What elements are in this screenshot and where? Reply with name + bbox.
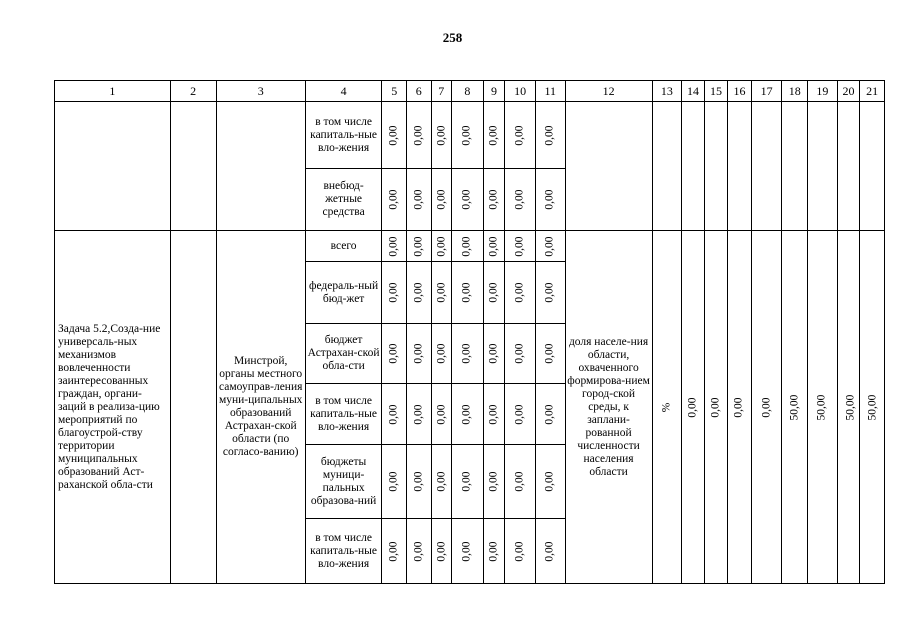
value-cell [483, 262, 504, 324]
value-text: 0,00 [412, 471, 425, 492]
value-cell [483, 102, 504, 169]
value-cell [452, 169, 484, 231]
value-text: 0,00 [543, 189, 556, 210]
value-text: 0,00 [543, 471, 556, 492]
value-cell [535, 384, 565, 445]
header-cell: 12 [565, 81, 652, 102]
target-value: 0,00 [686, 396, 699, 418]
value-text: 0,00 [387, 235, 400, 257]
value-text: 0,00 [487, 403, 500, 425]
value-text: 0,00 [543, 124, 556, 146]
value-text: 0,00 [487, 540, 500, 562]
funding-source-label: бюджеты муници-пальных образова-ний [305, 445, 382, 519]
value-text: 0,00 [460, 189, 473, 210]
header-cell: 20 [837, 81, 860, 102]
value-text: 0,00 [435, 235, 448, 257]
empty-cell [728, 102, 752, 231]
value-cell [452, 519, 484, 584]
value-cell [382, 262, 407, 324]
header-cell: 15 [704, 81, 728, 102]
value-cell [382, 324, 407, 384]
value-text: 0,00 [487, 124, 500, 146]
value-text: 0,00 [513, 471, 526, 492]
value-cell [382, 231, 407, 262]
value-cell [505, 231, 536, 262]
target-cell [808, 231, 838, 584]
value-text: 0,00 [543, 540, 556, 562]
header-cell: 7 [431, 81, 451, 102]
value-cell [483, 519, 504, 584]
header-cell: 17 [751, 81, 782, 102]
value-cell [505, 169, 536, 231]
value-cell [431, 262, 451, 324]
empty-cell [55, 102, 171, 231]
value-cell [535, 324, 565, 384]
header-cell: 14 [682, 81, 705, 102]
funding-source-label: в том числе капиталь-ные вло-жения [305, 102, 382, 169]
value-text: 0,00 [460, 403, 473, 425]
value-text: 0,00 [543, 282, 556, 303]
value-text: 0,00 [387, 282, 400, 303]
empty-cell [652, 102, 682, 231]
value-cell [407, 384, 432, 445]
value-cell [382, 169, 407, 231]
value-cell [535, 262, 565, 324]
value-cell [483, 384, 504, 445]
value-cell [505, 324, 536, 384]
unit-text: % [660, 402, 673, 412]
value-text: 0,00 [513, 540, 526, 562]
value-cell [452, 324, 484, 384]
value-cell [382, 102, 407, 169]
value-text: 0,00 [435, 471, 448, 492]
value-text: 0,00 [460, 124, 473, 146]
value-text: 0,00 [387, 403, 400, 425]
value-text: 0,00 [487, 189, 500, 210]
value-cell [535, 519, 565, 584]
value-cell [431, 384, 451, 445]
value-cell [505, 384, 536, 445]
header-cell: 5 [382, 81, 407, 102]
value-text: 0,00 [435, 343, 448, 364]
value-cell [452, 262, 484, 324]
value-cell [431, 169, 451, 231]
target-cell [860, 231, 885, 584]
value-cell [483, 445, 504, 519]
unit-cell [652, 231, 682, 584]
target-cell [751, 231, 782, 584]
value-cell [431, 519, 451, 584]
value-text: 0,00 [513, 189, 526, 210]
value-cell [452, 445, 484, 519]
table-row [55, 102, 885, 169]
value-cell [483, 231, 504, 262]
value-text: 0,00 [460, 343, 473, 364]
value-cell [407, 169, 432, 231]
value-text: 0,00 [513, 282, 526, 303]
page-number: 258 [442, 30, 463, 45]
value-cell [505, 262, 536, 324]
value-text: 0,00 [460, 540, 473, 562]
value-text: 0,00 [435, 403, 448, 425]
value-text: 0,00 [543, 343, 556, 364]
value-cell [407, 445, 432, 519]
task-executor: Минстрой, органы местного самоуправ-ления муни-ципальных образований Астрахан-ской области (по согласо-ванию) [216, 231, 305, 584]
value-cell [407, 519, 432, 584]
header-cell: 9 [483, 81, 504, 102]
value-cell [407, 324, 432, 384]
header-cell: 3 [216, 81, 305, 102]
header-cell: 1 [55, 81, 171, 102]
value-text: 0,00 [412, 403, 425, 425]
value-cell [505, 445, 536, 519]
value-cell [431, 102, 451, 169]
value-text: 0,00 [487, 235, 500, 257]
empty-cell [808, 102, 838, 231]
funding-source-label: внебюд-жетные средства [305, 169, 382, 231]
empty-cell [565, 102, 652, 231]
value-cell [452, 231, 484, 262]
table-row [55, 231, 885, 262]
target-cell [782, 231, 808, 584]
value-cell [483, 324, 504, 384]
value-cell [535, 102, 565, 169]
value-text: 0,00 [435, 124, 448, 146]
header-cell: 6 [407, 81, 432, 102]
target-cell [704, 231, 728, 584]
target-value: 50,00 [788, 394, 801, 420]
value-text: 0,00 [513, 235, 526, 257]
target-cell [837, 231, 860, 584]
value-cell [431, 231, 451, 262]
value-cell [535, 169, 565, 231]
value-text: 0,00 [387, 540, 400, 562]
header-cell: 11 [535, 81, 565, 102]
funding-source-label: всего [305, 231, 382, 262]
empty-cell [751, 102, 782, 231]
value-text: 0,00 [513, 343, 526, 364]
value-text: 0,00 [387, 471, 400, 492]
value-text: 0,00 [543, 235, 556, 257]
header-cell: 19 [808, 81, 838, 102]
funding-source-label: бюджет Астрахан-ской обла-сти [305, 324, 382, 384]
value-text: 0,00 [412, 124, 425, 146]
empty-cell [782, 102, 808, 231]
value-cell [382, 519, 407, 584]
value-text: 0,00 [460, 282, 473, 303]
value-cell [407, 231, 432, 262]
value-text: 0,00 [460, 235, 473, 257]
value-text: 0,00 [487, 471, 500, 492]
value-cell [535, 445, 565, 519]
value-text: 0,00 [513, 124, 526, 146]
target-cell [682, 231, 705, 584]
value-cell [382, 445, 407, 519]
value-text: 0,00 [412, 343, 425, 364]
empty-cell [170, 102, 216, 231]
value-text: 0,00 [412, 189, 425, 210]
target-value: 50,00 [815, 394, 828, 420]
value-text: 0,00 [412, 282, 425, 303]
value-cell [483, 169, 504, 231]
header-cell: 21 [860, 81, 885, 102]
value-cell [535, 231, 565, 262]
header-cell: 18 [782, 81, 808, 102]
task-name: Задача 5.2,Созда-ние универсаль-ных механизмов вовлеченности заинтересованных граждан, органи-заций в реализа-цию мероприятий по благоустрой-ству территории муниципальных образований Аст-раханской обла-сти [55, 231, 171, 584]
funding-source-label: федераль-ный бюд-жет [305, 262, 382, 324]
header-cell: 13 [652, 81, 682, 102]
target-value: 50,00 [844, 394, 857, 420]
value-cell [382, 384, 407, 445]
value-text: 0,00 [487, 343, 500, 364]
header-row [55, 81, 885, 102]
empty-cell [682, 102, 705, 231]
value-text: 0,00 [435, 540, 448, 562]
value-text: 0,00 [513, 403, 526, 425]
value-cell [407, 102, 432, 169]
value-cell [452, 102, 484, 169]
value-text: 0,00 [435, 282, 448, 303]
value-cell [452, 384, 484, 445]
value-text: 0,00 [412, 235, 425, 257]
value-text: 0,00 [487, 282, 500, 303]
target-value: 50,00 [866, 394, 879, 420]
empty-cell [170, 231, 216, 584]
funding-source-label: в том числе капиталь-ные вло-жения [305, 519, 382, 584]
value-cell [407, 262, 432, 324]
header-cell: 10 [505, 81, 536, 102]
funding-source-label: в том числе капиталь-ные вло-жения [305, 384, 382, 445]
target-cell [728, 231, 752, 584]
program-table [54, 80, 885, 584]
value-text: 0,00 [543, 403, 556, 425]
empty-cell [216, 102, 305, 231]
header-cell: 4 [305, 81, 382, 102]
value-text: 0,00 [460, 471, 473, 492]
empty-cell [837, 102, 860, 231]
value-cell [505, 519, 536, 584]
value-cell [431, 324, 451, 384]
value-text: 0,00 [435, 189, 448, 210]
header-cell: 8 [452, 81, 484, 102]
value-text: 0,00 [387, 124, 400, 146]
indicator-name: доля населе-ния области, охваченного формирова-нием город-ской среды, к заплани-рованной численности населения области [565, 231, 652, 584]
header-cell: 2 [170, 81, 216, 102]
target-value: 0,00 [733, 396, 746, 418]
value-text: 0,00 [387, 343, 400, 364]
target-value: 0,00 [760, 396, 773, 418]
value-cell [431, 445, 451, 519]
value-text: 0,00 [412, 540, 425, 562]
target-value: 0,00 [709, 396, 722, 418]
empty-cell [860, 102, 885, 231]
value-text: 0,00 [387, 189, 400, 210]
empty-cell [704, 102, 728, 231]
value-cell [505, 102, 536, 169]
header-cell: 16 [728, 81, 752, 102]
